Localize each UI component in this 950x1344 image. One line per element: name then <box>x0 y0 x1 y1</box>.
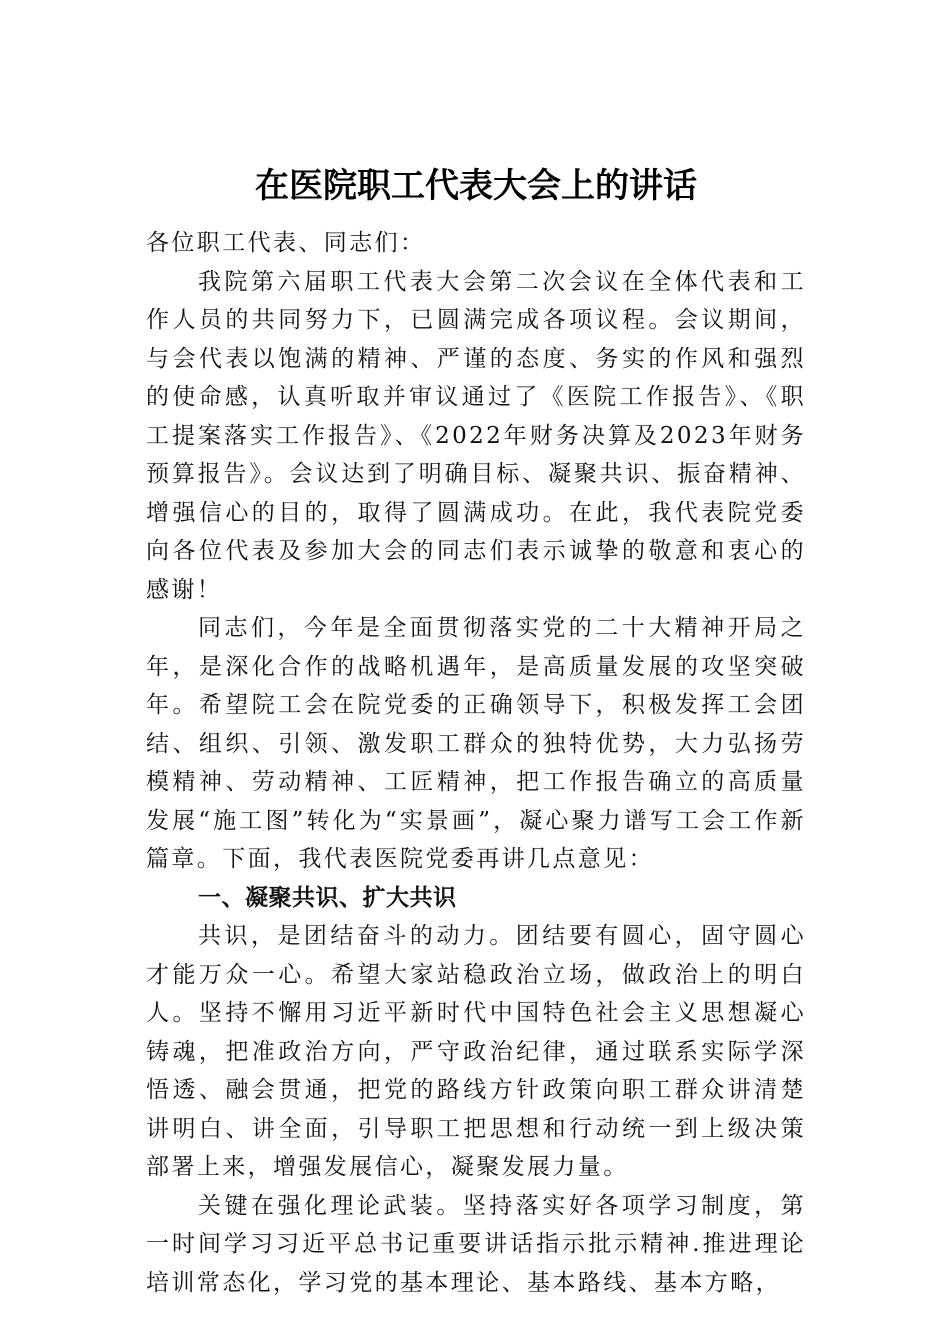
paragraph-1: 我院第六届职工代表大会第二次会议在全体代表和工作人员的共同努力下，已圆满完成各项议程。会议期间，与会代表以饱满的精神、严谨的态度、务实的作风和强烈的使命感，认真听取并审议通过了《医院工作报告》、《职工提案落实工作报告》、《2022年财务决算及2023年财务预算报告》。会议达到了明确目标、凝聚共识、振奋精神、增强信心的目的，取得了圆满成功。在此，我代表院党委向各位代表及参加大会的同志们表示诚挚的敬意和衷心的感谢！ <box>146 268 806 603</box>
document-title: 在医院职工代表大会上的讲话 <box>255 166 697 206</box>
section-paragraph-2: 关键在强化理论武装。坚持落实好各项学习制度，第一时间学习习近平总书记重要讲话指示批示精神.推进理论培训常态化，学习党的基本理论、基本路线、基本方略， <box>146 1192 806 1296</box>
salutation: 各位职工代表、同志们： <box>146 230 426 256</box>
paragraph-2: 同志们，今年是全面贯彻落实党的二十大精神开局之年，是深化合作的战略机遇年，是高质量发展的攻坚突破年。希望院工会在院党委的正确领导下，积极发挥工会团结、组织、引领、激发职工群众的独特优势，大力弘扬劳模精神、劳动精神、工匠精神，把工作报告确立的高质量发展“施工图”转化为“实景画”，凝心聚力谱写工会工作新篇章。下面，我代表医院党委再讲几点意见： <box>146 615 806 872</box>
document-body <box>146 224 806 1302</box>
section-heading: 一、凝聚共识、扩大共识 <box>198 884 457 911</box>
section-paragraph-1: 共识，是团结奋斗的动力。团结要有圆心，固守圆心才能万众一心。希望大家站稳政治立场，做政治上的明白人。坚持不懈用习近平新时代中国特色社会主义思想凝心铸魂，把准政治方向，严守政治纪律，通过联系实际学深悟透、融会贯通，把党的路线方针政策向职工群众讲清楚讲明白、讲全面，引导职工把思想和行动统一到上级决策部署上来，增强发展信心，凝聚发展力量。 <box>146 923 806 1180</box>
